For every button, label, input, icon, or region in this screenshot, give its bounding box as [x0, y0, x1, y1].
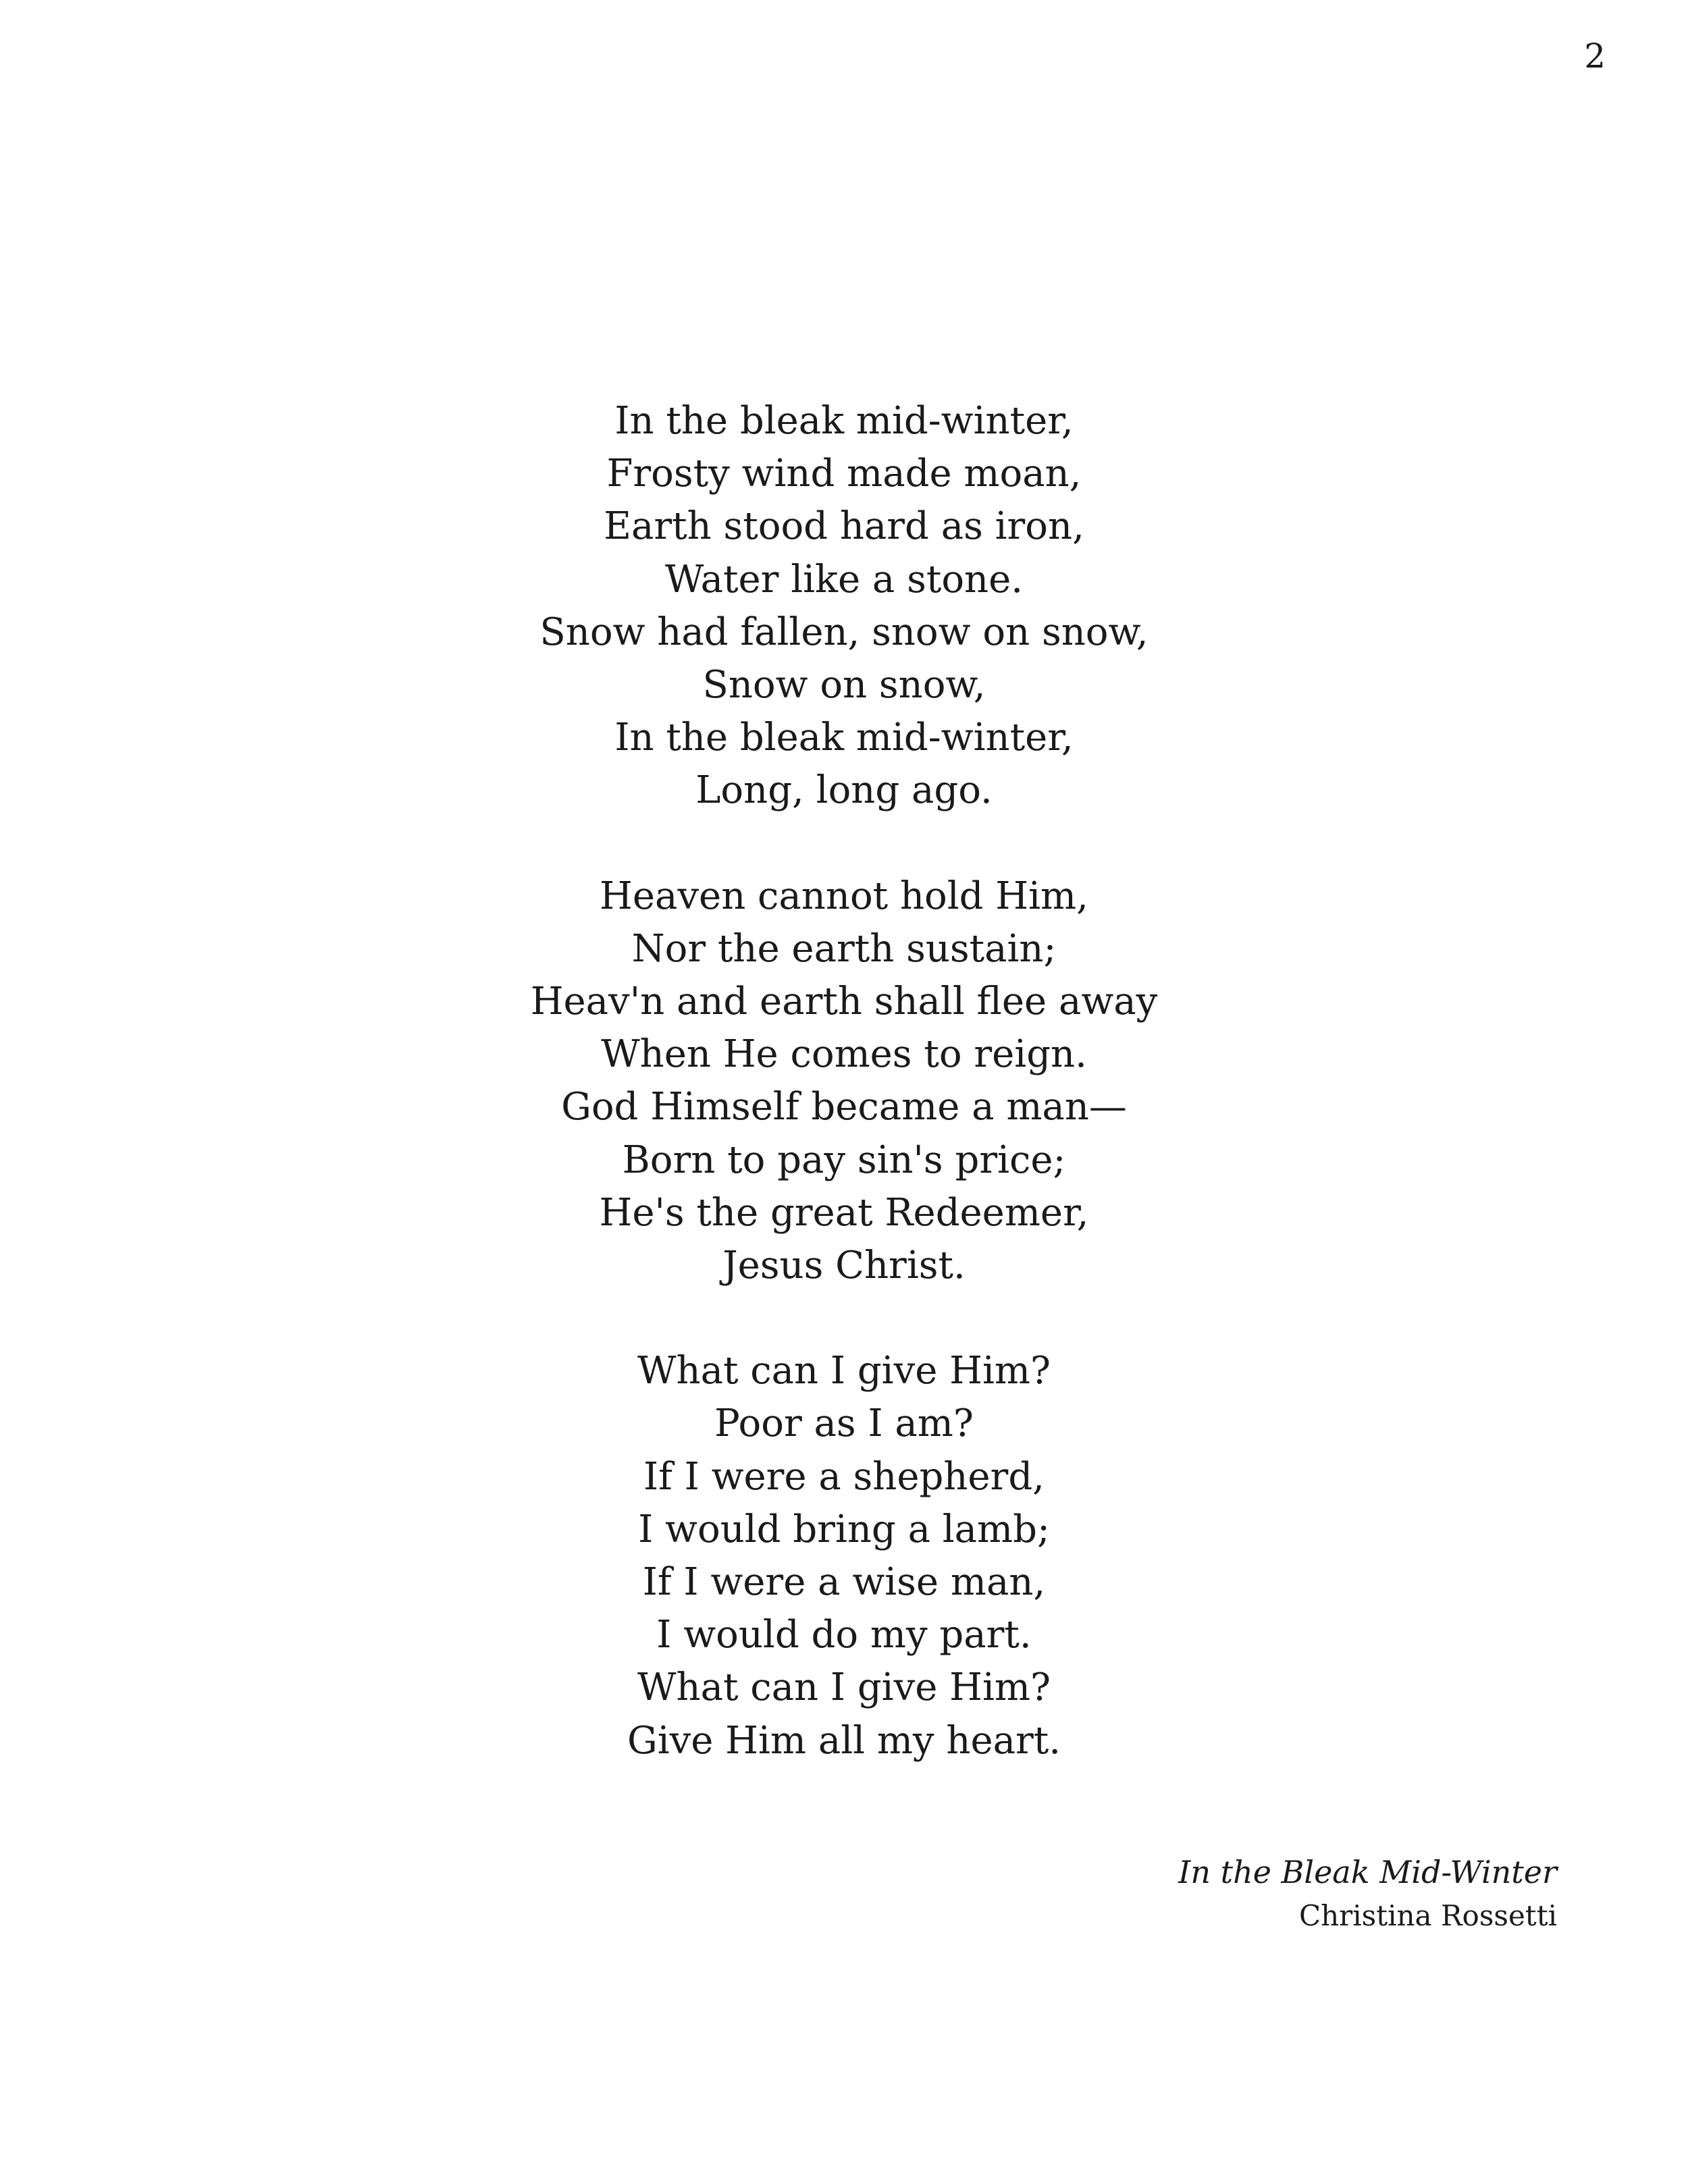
poem-line: Give Him all my heart.	[627, 1718, 1061, 1763]
poem-line: Nor the earth sustain;	[631, 926, 1057, 971]
stanza-1	[0, 395, 1688, 818]
poem-line: When He comes to reign.	[601, 1032, 1087, 1077]
poem-line: Snow on snow,	[702, 663, 986, 708]
poem-line: Heav'n and earth shall flee away	[530, 980, 1158, 1024]
attribution-title: In the Bleak Mid-Winter	[1178, 1854, 1557, 1890]
poem-line: He's the great Redeemer,	[599, 1190, 1089, 1235]
poem-line: What can I give Him?	[637, 1666, 1051, 1710]
attribution-author: Christina Rossetti	[1298, 1899, 1557, 1932]
poem-line: Snow had fallen, snow on snow,	[539, 610, 1149, 654]
stanza-3	[0, 1345, 1688, 1767]
poem-line: If I were a shepherd,	[643, 1454, 1045, 1499]
poem-line: Frosty wind made moan,	[606, 452, 1082, 496]
poem-line: Heaven cannot hold Him,	[600, 874, 1088, 918]
poem-line: If I were a wise man,	[642, 1560, 1046, 1605]
attribution	[1178, 1850, 1557, 1938]
poem-line: I would bring a lamb;	[638, 1507, 1050, 1551]
poem	[0, 395, 1688, 1820]
poem-line: In the bleak mid-winter,	[614, 716, 1074, 760]
page-number: 2	[1584, 36, 1606, 76]
poem-line: Water like a stone.	[664, 557, 1024, 602]
poem-line: Earth stood hard as iron,	[604, 504, 1084, 549]
poem-line: I would do my part.	[656, 1613, 1032, 1657]
poem-line: What can I give Him?	[637, 1349, 1051, 1393]
poem-line: Long, long ago.	[695, 768, 993, 813]
poem-line: Born to pay sin's price;	[622, 1138, 1066, 1182]
poem-line: Jesus Christ.	[722, 1244, 966, 1288]
stanza-2	[0, 870, 1688, 1293]
poem-line: God Himself became a man—	[561, 1085, 1127, 1129]
poem-line: Poor as I am?	[714, 1402, 974, 1446]
poem-line: In the bleak mid-winter,	[614, 399, 1074, 443]
